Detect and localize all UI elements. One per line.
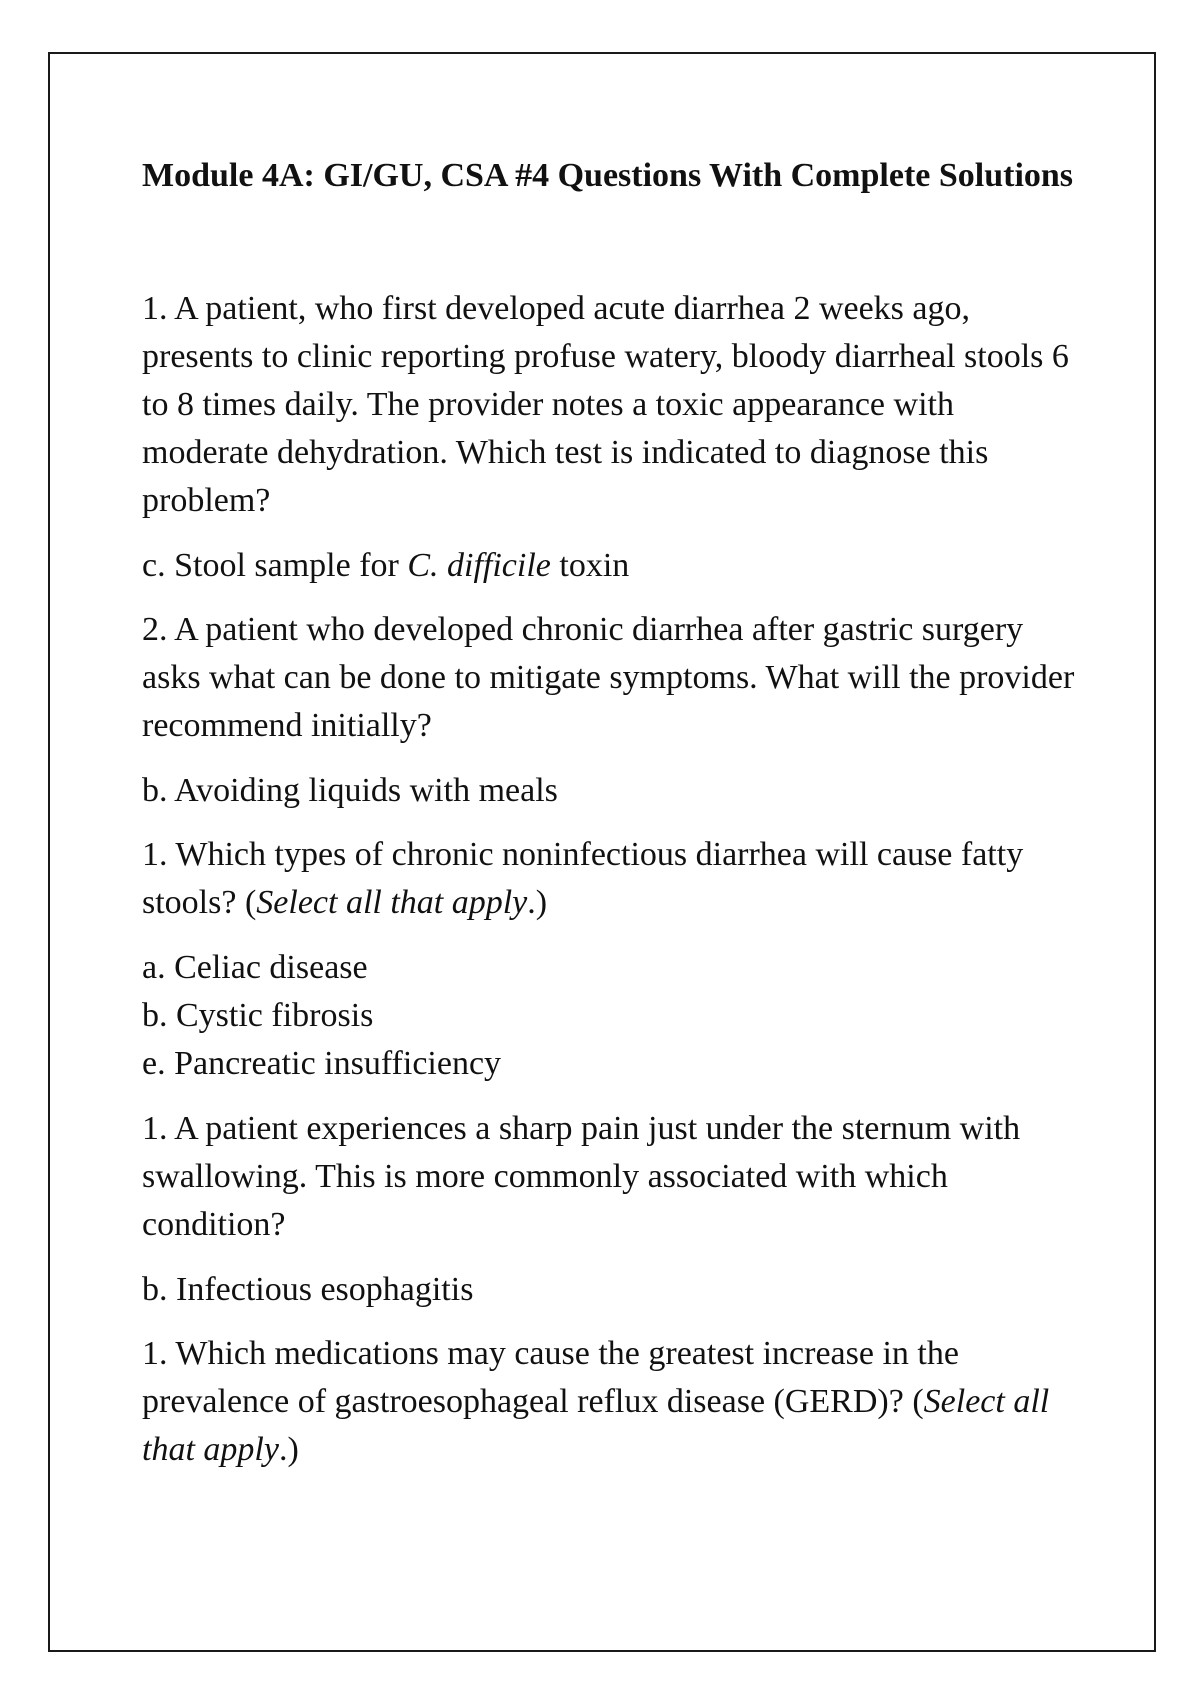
answer-3-item: b. Cystic fibrosis xyxy=(142,997,374,1034)
question-3-suffix: .) xyxy=(527,884,548,921)
answer-1-prefix: c. Stool sample for xyxy=(142,547,408,584)
question-1: 1. A patient, who first developed acute diarrhea 2 weeks ago, presents to clinic reporting profuse watery, bloody diarrheal stools 6 to 8 times daily. The provider notes a toxic appearance with moderate dehydration. Which test is indicated to diagnose this problem? xyxy=(142,290,1069,519)
question-4: 1. A patient experiences a sharp pain just under the sternum with swallowing. This is more commonly associated with which condition? xyxy=(142,1110,1021,1243)
question-2: 2. A patient who developed chronic diarrhea after gastric surgery asks what can be done to mitigate symptoms. What will the provider recommend initially? xyxy=(142,611,1075,744)
answer-3-list xyxy=(142,944,1082,1088)
question-5-prefix: 1. Which medications may cause the greatest increase in the prevalence of gastroesophageal reflux disease (GERD)? ( xyxy=(142,1335,959,1420)
answer-1-organism: C. difficile xyxy=(407,547,551,584)
answer-1-suffix: toxin xyxy=(550,547,630,584)
answer-3-item: e. Pancreatic insufficiency xyxy=(142,1045,502,1082)
document-title: Module 4A: GI/GU, CSA #4 Questions With Complete Solutions xyxy=(142,157,1074,194)
document-body xyxy=(142,150,1082,1491)
question-5-instruction: Select all that apply xyxy=(142,1383,1050,1468)
question-5 xyxy=(142,1330,1082,1474)
question-3-instruction: Select all that apply xyxy=(256,884,528,921)
answer-3-item: a. Celiac disease xyxy=(142,949,368,986)
answer-4: b. Infectious esophagitis xyxy=(142,1271,474,1308)
question-5-suffix: .) xyxy=(278,1431,299,1468)
answer-1 xyxy=(142,542,1082,590)
answer-2: b. Avoiding liquids with meals xyxy=(142,772,558,809)
question-3-prefix: 1. Which types of chronic noninfectious diarrhea will cause fatty stools? ( xyxy=(142,836,1024,921)
question-3 xyxy=(142,831,1082,927)
